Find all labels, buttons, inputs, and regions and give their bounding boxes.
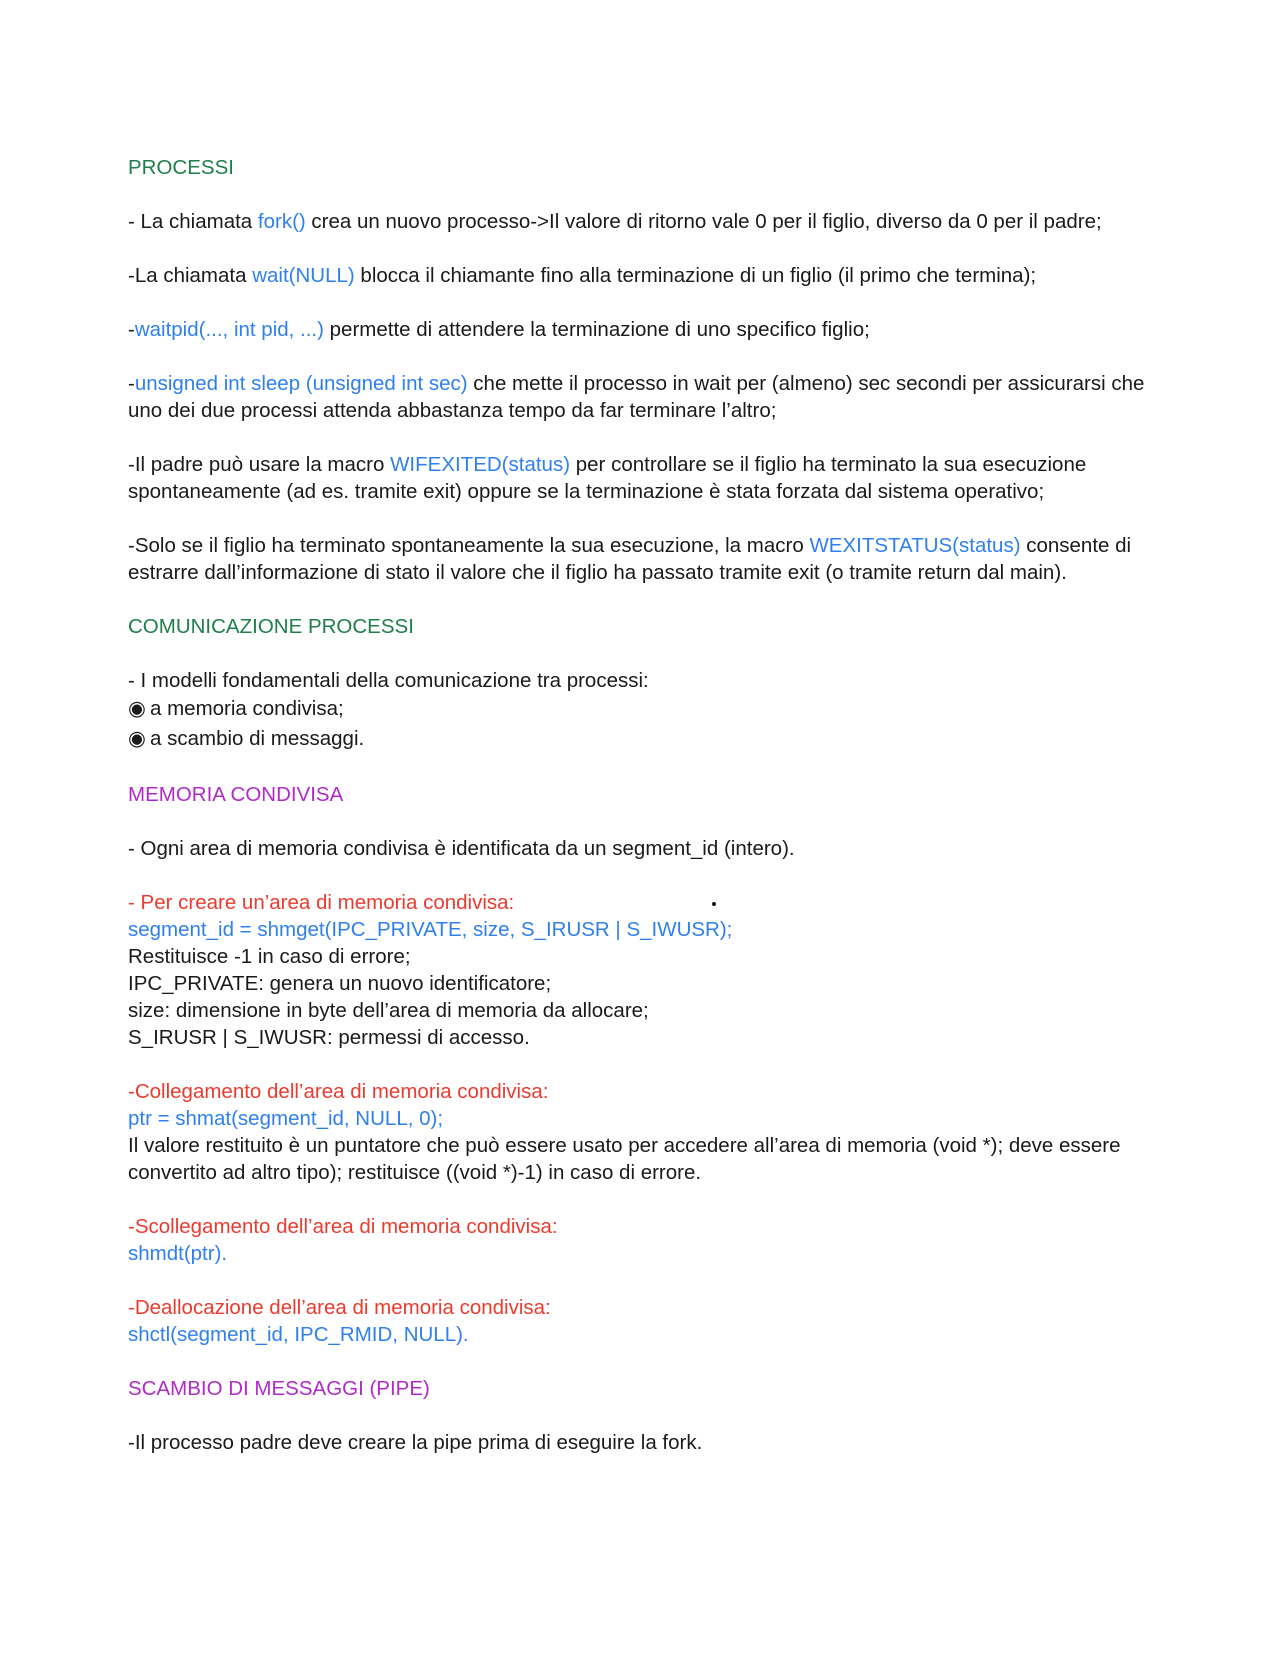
create-line: size: dimensione in byte dell’area di memoria da allocare;: [128, 999, 649, 1022]
section-title-memoria: MEMORIA CONDIVISA: [128, 783, 344, 806]
code-shmat: ptr = shmat(segment_id, NULL, 0);: [128, 1107, 444, 1130]
code-shctl: shctl(segment_id, IPC_RMID, NULL).: [128, 1323, 469, 1346]
sleep-text-post: che mette il processo in wait per (almeno) sec secondi per assicurarsi che uno dei due processi attenda abbastanza tempo da far terminare l’altro;: [128, 372, 1145, 422]
code-shmget: segment_id = shmget(IPC_PRIVATE, size, S_IRUSR | S_IWUSR);: [128, 918, 733, 941]
list-item: [128, 694, 1168, 724]
document-content: [128, 154, 1168, 1456]
attach-heading: -Collegamento dell’area di memoria condivisa:: [128, 1080, 549, 1103]
list-item: [128, 724, 1168, 754]
code-wifexited: WIFEXITED(status): [390, 453, 571, 476]
waitpid-text-post: permette di attendere la terminazione di uno specifico figlio;: [323, 318, 870, 341]
code-shmdt: shmdt(ptr).: [128, 1242, 228, 1265]
create-line: Restituisce -1 in caso di errore;: [128, 945, 411, 968]
wexitstatus-text-pre: -Solo se il figlio ha terminato spontaneamente la sua esecuzione, la macro: [128, 534, 810, 557]
wait-text-post: blocca il chiamante fino alla terminazione di un figlio (il primo che termina);: [354, 264, 1037, 287]
create-line: S_IRUSR | S_IWUSR: permessi di accesso.: [128, 1026, 530, 1049]
segment-id-note: - Ogni area di memoria condivisa è identificata da un segment_id (intero).: [128, 837, 795, 860]
paragraph-sleep: [128, 370, 1168, 424]
fork-text-pre: - La chiamata: [128, 210, 258, 233]
section-title-processi: PROCESSI: [128, 156, 234, 179]
radio-bullet-icon: ◉: [128, 727, 146, 750]
code-sleep: unsigned int sleep (unsigned int sec): [134, 372, 468, 395]
detach-heading: -Scollegamento dell’area di memoria condivisa:: [128, 1215, 558, 1238]
sleep-text-pre: -: [128, 372, 135, 395]
paragraph-wait: [128, 262, 1168, 289]
wifexited-text-post: per controllare se il figlio ha terminato la sua esecuzione spontaneamente (ad es. tramite exit) oppure se la terminazione è stata forzata dal sistema operativo;: [128, 453, 1087, 503]
dealloc-heading: -Deallocazione dell’area di memoria condivisa:: [128, 1296, 551, 1319]
waitpid-text-pre: -: [128, 318, 135, 341]
stray-dot: [712, 902, 716, 906]
fork-text-post: crea un nuovo processo->Il valore di ritorno vale 0 per il figlio, diverso da 0 per il padre;: [305, 210, 1102, 233]
wait-text-pre: -La chiamata: [128, 264, 253, 287]
create-heading: - Per creare un’area di memoria condivisa:: [128, 891, 515, 914]
paragraph-wifexited: [128, 451, 1168, 505]
comunicazione-intro: - I modelli fondamentali della comunicazione tra processi:: [128, 669, 649, 692]
code-fork: fork(): [257, 210, 306, 233]
list-item-text: a memoria condivisa;: [150, 697, 344, 720]
wexitstatus-text-post: consente di estrarre dall’informazione di stato il valore che il figlio ha passato tramite exit (o tramite return dal main).: [128, 534, 1132, 584]
radio-bullet-icon: ◉: [128, 697, 146, 720]
paragraph-fork: [128, 208, 1168, 235]
code-wait: wait(NULL): [252, 264, 355, 287]
paragraph-wexitstatus: [128, 532, 1168, 586]
pipe-text: -Il processo padre deve creare la pipe prima di eseguire la fork.: [128, 1431, 703, 1454]
paragraph-waitpid: [128, 316, 1168, 343]
wifexited-text-pre: -Il padre può usare la macro: [128, 453, 391, 476]
section-title-comunicazione: COMUNICAZIONE PROCESSI: [128, 615, 414, 638]
list-item-text: a scambio di messaggi.: [150, 727, 365, 750]
create-line: IPC_PRIVATE: genera un nuovo identificatore;: [128, 972, 552, 995]
attach-text: Il valore restituito è un puntatore che può essere usato per accedere all’area di memoria (void *); deve essere convertito ad altro tipo); restituisce ((void *)-1) in caso di errore.: [128, 1134, 1121, 1184]
code-wexitstatus: WEXITSTATUS(status): [809, 534, 1021, 557]
code-waitpid: waitpid(..., int pid, ...): [134, 318, 324, 341]
section-title-pipe: SCAMBIO DI MESSAGGI (PIPE): [128, 1377, 430, 1400]
